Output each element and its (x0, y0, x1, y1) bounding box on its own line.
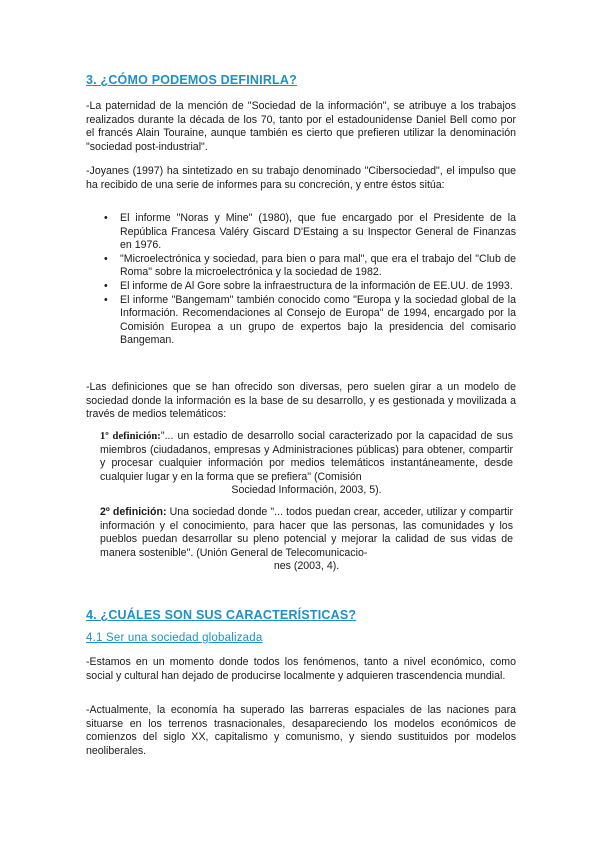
section-3-paragraph-3: -Las definiciones que se han ofrecido son diversas, pero suelen girar a un modelo de sociedad donde la información es la base de su desarrollo, y es gestionada y movilizada a través de medios telemáticos: (86, 381, 516, 421)
list-item (104, 212, 516, 253)
section-4-paragraph-1: -Estamos en un momento donde todos los fenómenos, tanto a nivel económico, como social y cultural han dejado de producirse localmente y adquieren trascendencia mundial. (86, 656, 516, 682)
definition-1-label: 1º definición: (100, 431, 161, 442)
report-list (104, 212, 516, 348)
bullet-icon: • (104, 279, 108, 292)
definition-1-text: "... un estadio de desarrollo social caracterizado por la capacidad de sus miembros (ciudadanos, empresas y Administraciones públicas) para obtener, compartir y procesar cualquier información por medios telemáticos instantáneamente, desde cualquier lugar y en la forma que se prefiera" (Comisión (100, 430, 513, 483)
section-4-heading: 4. ¿CUÁLES SON SUS CARACTERÍSTICAS? (86, 608, 357, 622)
list-item-text: El informe "Noras y Mine" (1980), que fue encargado por el Presidente de la República Francesa Valéry Giscard D'Estaing a su Inspector General de Finanzas en 1976. (120, 212, 516, 252)
list-item-text: El informe de Al Gore sobre la infraestructura de la información de EE.UU. de 1993. (120, 279, 513, 292)
section-3-paragraph-2: -Joyanes (1997) ha sintetizado en su trabajo denominado "Cibersociedad", el impulso que ha recibido de una serie de informes para su concreción, y entre éstos sitúa: (86, 165, 516, 191)
section-3-heading: 3. ¿CÓMO PODEMOS DEFINIRLA? (86, 73, 297, 87)
definition-2-source: nes (2003, 4). (273, 560, 340, 573)
section-4-1-subheading: 4.1 Ser una sociedad globalizada (86, 632, 263, 644)
list-item (104, 280, 516, 294)
list-item (104, 253, 516, 280)
definition-1 (100, 430, 513, 498)
section-4-paragraph-2: -Actualmente, la economía ha superado las barreras espaciales de las naciones para situarse en los terrenos trasnacionales, desapareciendo los modelos económicos de comienzos del siglo XX, capitalismo y comunismo, y siendo sustituidos por modelos neoliberales. (86, 704, 516, 757)
definition-1-source: Sociedad Información, 2003, 5). (231, 484, 382, 497)
definition-2-text: Una sociedad donde "... todos puedan crear, acceder, utilizar y compartir información y el conocimiento, para hacer que las personas, las comunidades y los pueblos puedan desarrollar su pleno potencial y mejorar la calidad de sus vidas de manera sostenible". (Unión General de Telecomunicacio- (100, 506, 513, 559)
section-3-paragraph-1: -La paternidad de la mención de "Sociedad de la información", se atribuye a los trabajos realizados durante la década de los 70, tanto por el estadounidense Daniel Bell como por el francés Alain Touraine, aunque también es cierto que prefieren utilizar la denominación "sociedad post-industrial". (86, 100, 516, 153)
bullet-icon: • (104, 252, 108, 265)
definition-2 (100, 506, 513, 574)
bullet-icon: • (104, 293, 108, 306)
list-item-text: El informe "Bangemam" también conocido como "Europa y la sociedad global de la Información. Recomendaciones al Consejo de Europa" de 1994, encargado por la Comisión Europea a un grupo de expertos bajo la presidencia del comisario Bangeman. (120, 293, 516, 347)
list-item (104, 294, 516, 348)
list-item-text: "Microelectrónica y sociedad, para bien o para mal", que era el trabajo del "Club de Roma" sobre la microelectrónica y la sociedad de 1982. (120, 252, 516, 279)
definition-2-label: 2º definición: (100, 506, 167, 518)
bullet-icon: • (104, 212, 108, 224)
